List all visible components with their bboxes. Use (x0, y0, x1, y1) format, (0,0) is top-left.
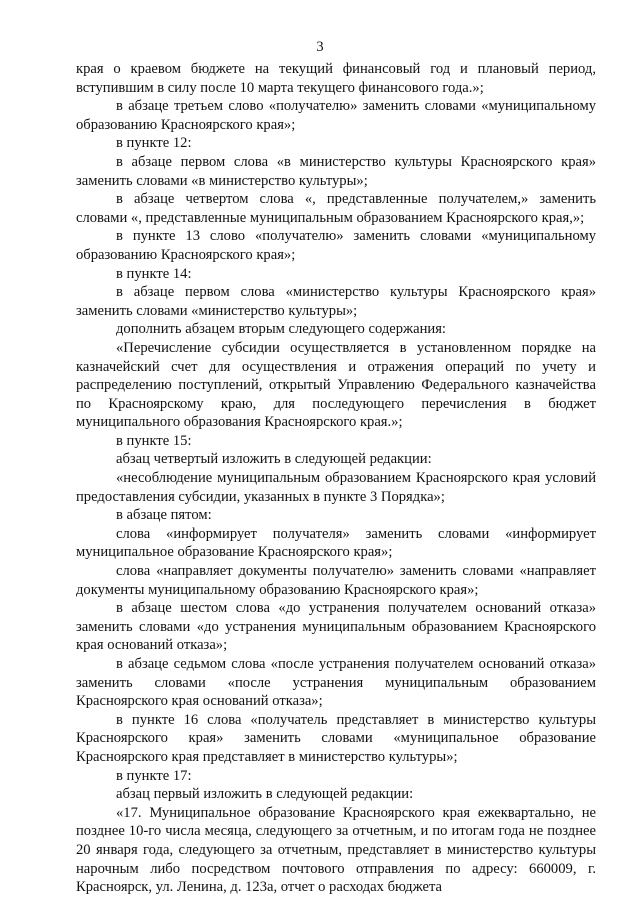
paragraph-18: в абзаце седьмом слова «после устранения получателем оснований отказа» заменить словами «после устранения муниципальным образованием Красноярского края оснований отказа»; (76, 656, 596, 710)
paragraph-4: в абзаце первом слова «в министерство культуры Красноярского края» заменить словами «в министерство культуры»; (76, 153, 596, 189)
paragraph-3: в пункте 12: (116, 135, 192, 152)
paragraph-13: «несоблюдение муниципальным образованием Красноярского края условий предоставления субсидии, указанных в пункте 3 Порядка»; (76, 470, 596, 505)
paragraph-2: в абзаце третьем слово «получателю» заменить словами «муниципальному образованию Красноярского края»; (76, 98, 596, 133)
paragraph-6: в пункте 13 слово «получателю» заменить словами «муниципальному образованию Красноярского края»; (76, 228, 596, 263)
paragraph-17: в абзаце шестом слова «до устранения получателем оснований отказа» заменить словами «до устранения муниципальным образованием Красноярского края оснований отказа»; (76, 600, 596, 654)
paragraph-22: «17. Муниципальное образование Красноярского края ежеквартально, не позднее 10-го числа месяца, следующего за отчетным, и по итогам года не позднее 20 января года, следующего за отчетным, представляет в министерство культуры нарочным либо посредством почтового отправления по адресу: 660009, г. Красноярск, ул. Ленина, д. 123а, отчет о расходах бюджета (76, 804, 596, 896)
page-number: 3 (316, 39, 324, 55)
paragraph-11: в пункте 15: (116, 432, 192, 449)
paragraph-14: в абзаце пятом: (116, 507, 212, 524)
paragraph-10: «Перечисление субсидии осуществляется в установленном порядке на казначейский счет для осуществления и отражения операций по учету и распределению поступлений, открытый Управлению Федерального казначейства по Красноярскому краю, для последующего перечисления в бюджет муниципального образования Красноярского края.»; (76, 339, 596, 431)
paragraph-9: дополнить абзацем вторым следующего содержания: (116, 321, 446, 338)
paragraph-5: в абзаце четвертом слова «, представленные получателем,» заменить словами «, представленные муниципальным образованием Красноярского края,»; (76, 191, 596, 226)
paragraph-12: абзац четвертый изложить в следующей редакции: (116, 451, 432, 468)
paragraph-21: абзац первый изложить в следующей редакции: (116, 786, 414, 803)
paragraph-7: в пункте 14: (116, 265, 192, 282)
paragraph-16: слова «направляет документы получателю» заменить словами «направляет документы муниципальному образованию Красноярского края»; (76, 563, 596, 598)
paragraph-19: в пункте 16 слова «получатель представляет в министерство культуры Красноярского края» заменить словами «муниципальное образование Красноярского края представляет в министерство культуры»; (76, 711, 596, 765)
paragraph-8: в абзаце первом слова «министерство культуры Красноярского края» заменить словами «министерство культуры»; (76, 284, 596, 319)
paragraph-15: слова «информирует получателя» заменить словами «информирует муниципальное образование Красноярского края»; (76, 525, 596, 561)
paragraph-1: края о краевом бюджете на текущий финансовый год и плановый период, вступившим в силу после 10 марта текущего финансового года.»; (76, 61, 596, 96)
document-body (76, 60, 596, 897)
paragraph-20: в пункте 17: (116, 767, 192, 784)
